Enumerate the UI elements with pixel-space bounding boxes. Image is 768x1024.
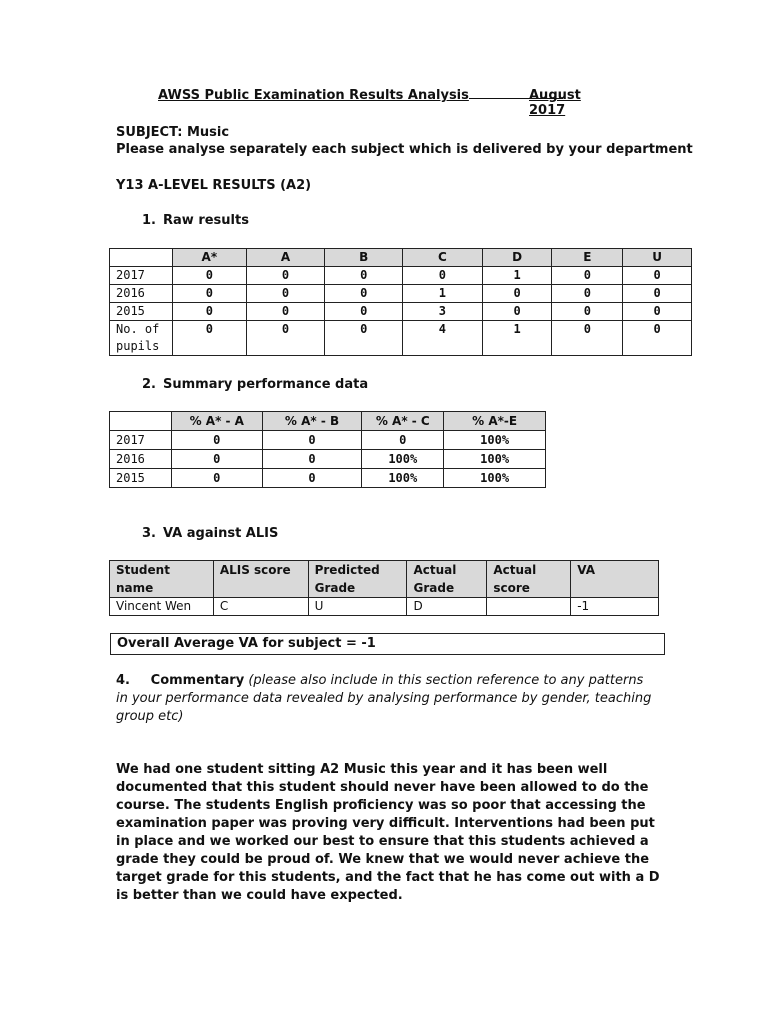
row-label: 2016 [110,285,173,303]
table-cell: C [213,598,308,616]
commentary-body: We had one student sitting A2 Music this year and it has been well documented that this student should never have been allowed to do the course. The students English proficiency was so poor that accessing the examination paper was proving very difficult. Interventions had been put in place and we worked our best to ensure that this students achieved a grade they could be proud of. We knew that we would never achieve the target grade for this students, and the fact that he has come out with a D is better than we could have expected. [116,762,660,903]
row-label: 2017 [110,267,173,285]
section-1-title: Raw results [163,213,249,228]
table-cell: 0 [623,303,692,321]
document-title [158,88,610,118]
subject-line: SUBJECT: Music [116,125,230,140]
table-corner-cell [110,249,173,267]
table-cell: 0 [246,267,325,285]
table-cell: 100% [444,469,546,488]
title-date: August 2017 [529,88,581,118]
table-row [110,267,692,285]
column-header: ALIS score [213,561,308,598]
raw-results-table [109,248,692,356]
summary-performance-table [109,411,546,488]
table-cell: 100% [444,450,546,469]
row-label: 2015 [110,469,172,488]
table-cell: 0 [325,321,403,356]
section-3-number: 3. [142,526,156,541]
table-cell: 0 [262,450,362,469]
table-cell: 4 [403,321,483,356]
column-header: Predicted Grade [308,561,407,598]
table-cell: 0 [172,285,246,303]
table-cell: 1 [482,321,552,356]
table-cell: 0 [262,469,362,488]
section-2-number: 2. [142,377,156,392]
table-cell: 0 [552,303,623,321]
table-cell [487,598,571,616]
section-4-number: 4. [116,673,130,688]
table-cell: 100% [444,431,546,450]
table-cell: 0 [325,303,403,321]
column-header: % A* - C [362,412,444,431]
instruction-text: Please analyse separately each subject which is delivered by your department [116,142,693,157]
table-cell: 0 [171,450,262,469]
table-cell: 0 [325,267,403,285]
column-header: Actual Grade [407,561,487,598]
table-cell: 0 [246,303,325,321]
table-header-row [110,561,659,598]
table-cell: 0 [325,285,403,303]
column-header: C [403,249,483,267]
table-corner-cell [110,412,172,431]
table-row [110,321,692,356]
column-header: % A* - B [262,412,362,431]
table-cell: 0 [172,303,246,321]
va-against-alis-table [109,560,659,616]
column-header: % A* - A [171,412,262,431]
table-row [110,469,546,488]
table-cell: -1 [571,598,659,616]
table-cell: 0 [171,469,262,488]
table-cell: 0 [171,431,262,450]
column-header: D [482,249,552,267]
table-cell: 0 [623,321,692,356]
overall-va-box: Overall Average VA for subject = -1 [110,633,665,655]
table-cell: U [308,598,407,616]
row-label: 2017 [110,431,172,450]
column-header: Student name [110,561,214,598]
commentary-heading [116,672,656,726]
section-4-title: Commentary [150,673,245,688]
section-1-number: 1. [142,213,156,228]
column-header: E [552,249,623,267]
column-header: A* [172,249,246,267]
table-cell: 0 [172,267,246,285]
column-header: VA [571,561,659,598]
table-cell: 0 [623,285,692,303]
table-cell: 0 [172,321,246,356]
table-header-row [110,249,692,267]
table-cell: 1 [482,267,552,285]
table-row [110,450,546,469]
table-row [110,285,692,303]
table-cell: 0 [246,321,325,356]
table-cell: D [407,598,487,616]
row-label: 2015 [110,303,173,321]
table-row [110,431,546,450]
section-3-title: VA against ALIS [163,526,279,541]
table-cell: 0 [623,267,692,285]
row-label: 2016 [110,450,172,469]
column-header: % A*-E [444,412,546,431]
table-cell: Vincent Wen [110,598,214,616]
table-cell: 0 [482,285,552,303]
column-header: Actual score [487,561,571,598]
table-cell: 0 [552,267,623,285]
table-header-row [110,412,546,431]
table-cell: 0 [552,285,623,303]
table-cell: 100% [362,450,444,469]
column-header: A [246,249,325,267]
table-cell: 3 [403,303,483,321]
table-cell: 1 [403,285,483,303]
table-row [110,598,659,616]
row-label: No. of pupils [110,321,173,356]
table-row [110,303,692,321]
column-header: B [325,249,403,267]
table-cell: 0 [246,285,325,303]
title-text: AWSS Public Examination Results Analysis [158,88,563,103]
level-heading: Y13 A-LEVEL RESULTS (A2) [116,178,312,193]
table-cell: 0 [552,321,623,356]
table-cell: 0 [403,267,483,285]
table-cell: 0 [482,303,552,321]
table-cell: 0 [362,431,444,450]
column-header: U [623,249,692,267]
section-2-title: Summary performance data [163,377,369,392]
table-cell: 0 [262,431,362,450]
commentary-note: (please also include in this section reference to any patterns in your performance data revealed by analysing performance by gender, teaching group etc) [116,673,652,724]
table-cell: 100% [362,469,444,488]
